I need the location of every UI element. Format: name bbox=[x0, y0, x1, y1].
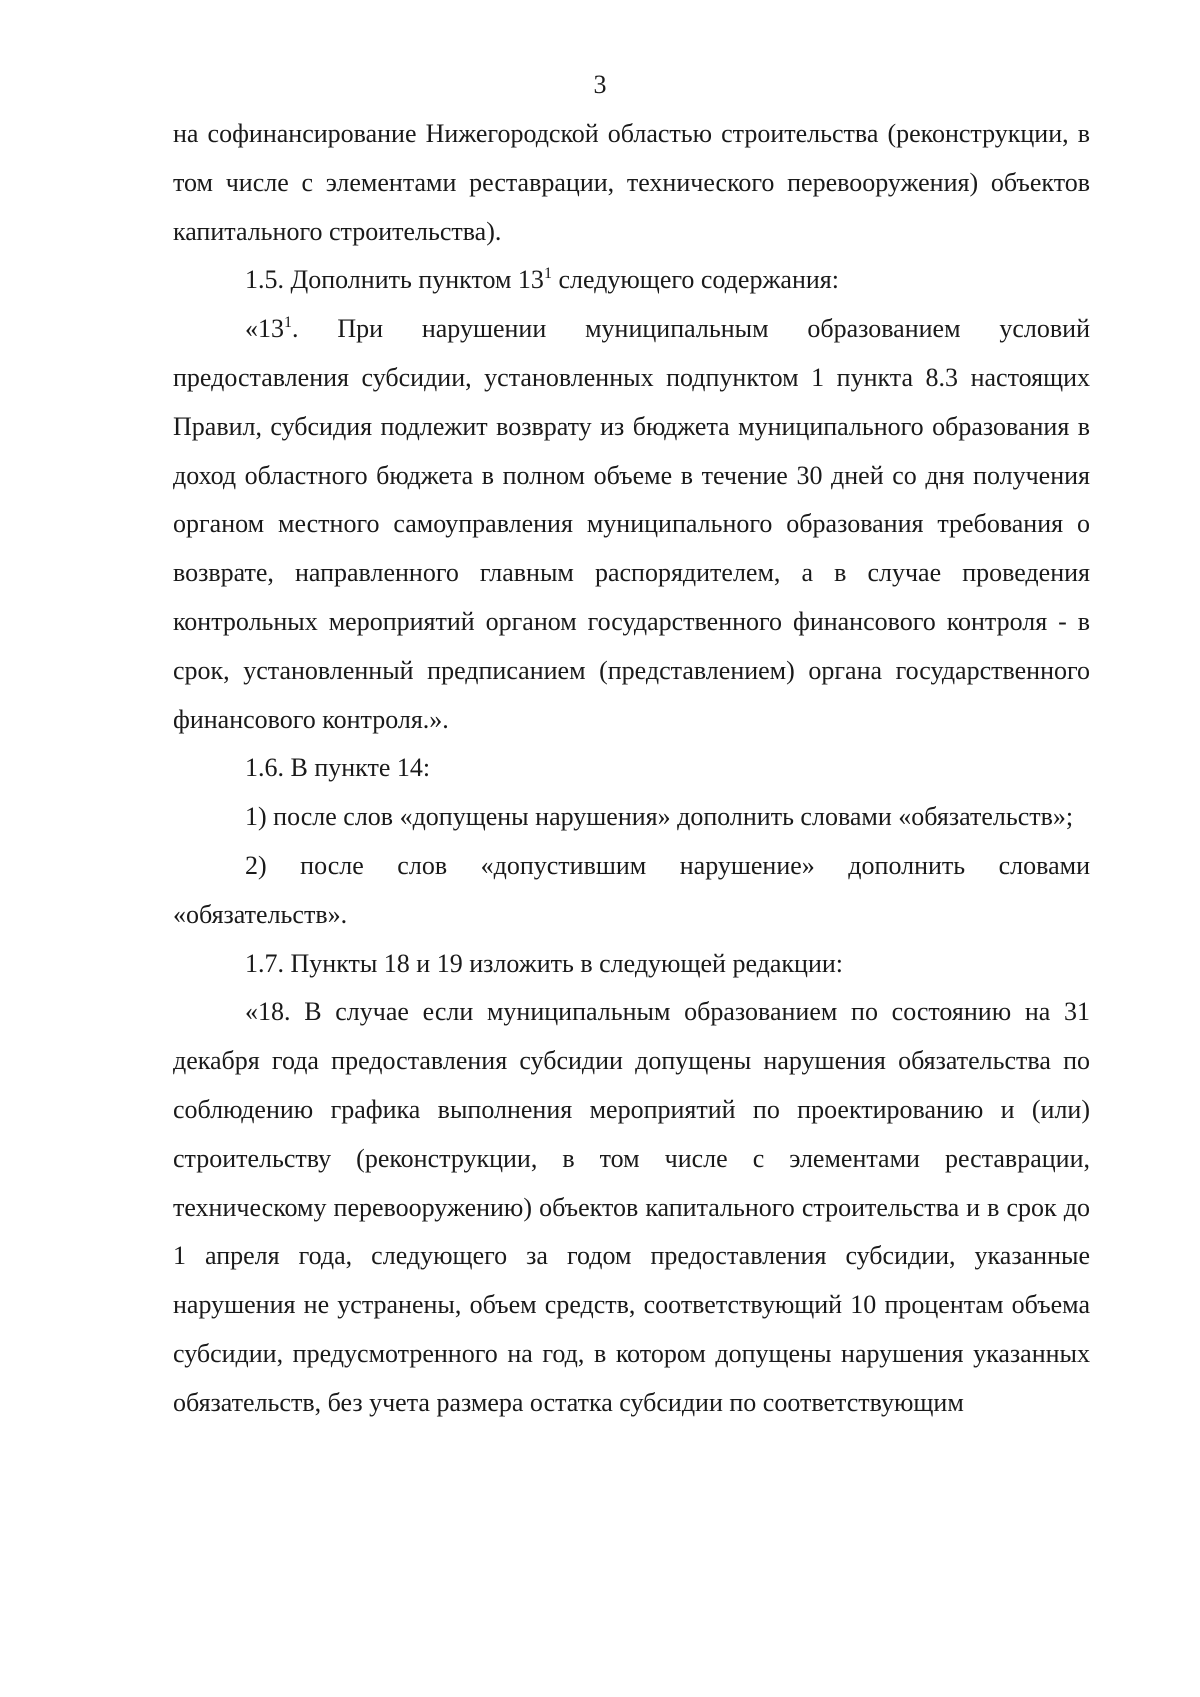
page-number: 3 bbox=[593, 70, 607, 99]
paragraph-item-1-5 bbox=[173, 256, 1090, 305]
paragraph-item-1-7: 1.7. Пункты 18 и 19 изложить в следующей редакции: bbox=[245, 948, 844, 978]
paragraph-subitem-1: 1) после слов «допущены нарушения» дополнить словами «обязательств»; bbox=[245, 802, 1074, 832]
paragraph-text: «13 bbox=[245, 314, 284, 344]
paragraph-clause-13-1 bbox=[173, 305, 1090, 744]
paragraph-item-1-6: 1.6. В пункте 14: bbox=[245, 753, 431, 783]
paragraph-continuation: на софинансирование Нижегородской областью строительства (реконструкции, в том числе с элементами реставрации, технического перевооружения) объектов капитального строительства). bbox=[173, 119, 1090, 246]
paragraph-subitem-2: 2) после слов «допустившим нарушение» дополнить словами «обязательств». bbox=[173, 850, 1090, 929]
document-body bbox=[173, 110, 1090, 1428]
paragraph-text: следующего содержания: bbox=[551, 265, 839, 295]
paragraph-text: 1.5. Дополнить пунктом 13 bbox=[245, 265, 544, 295]
paragraph-text: . При нарушении муниципальным образованием условий предоставления субсидии, установленных подпунктом 1 пункта 8.3 настоящих Правил, субсидия подлежит возврату из бюджета муниципального образования в доход областного бюджета в полном объеме в течение 30 дней со дня получения органом местного самоуправления муниципального образования требования о возврате, направленного главным распорядителем, а в случае проведения контрольных мероприятий органом государственного финансового контроля - в срок, установленный предписанием (представлением) органа государственного финансового контроля.». bbox=[173, 314, 1090, 734]
superscript: 1 bbox=[284, 314, 292, 332]
superscript: 1 bbox=[543, 265, 552, 283]
paragraph-clause-18: «18. В случае если муниципальным образованием по состоянию на 31 декабря года предоставления субсидии допущены нарушения обязательства по соблюдению графика выполнения мероприятий по проектированию и (или) строительству (реконструкции, в том числе с элементами реставрации, техническому перевооружению) объектов капитального строительства и в срок до 1 апреля года, следующего за годом предоставления субсидии, указанные нарушения не устранены, объем средств, соответствующий 10 процентам объема субсидии, предусмотренного на год, в котором допущены нарушения указанных обязательств, без учета размера остатка субсидии по соответствующим bbox=[173, 997, 1090, 1417]
